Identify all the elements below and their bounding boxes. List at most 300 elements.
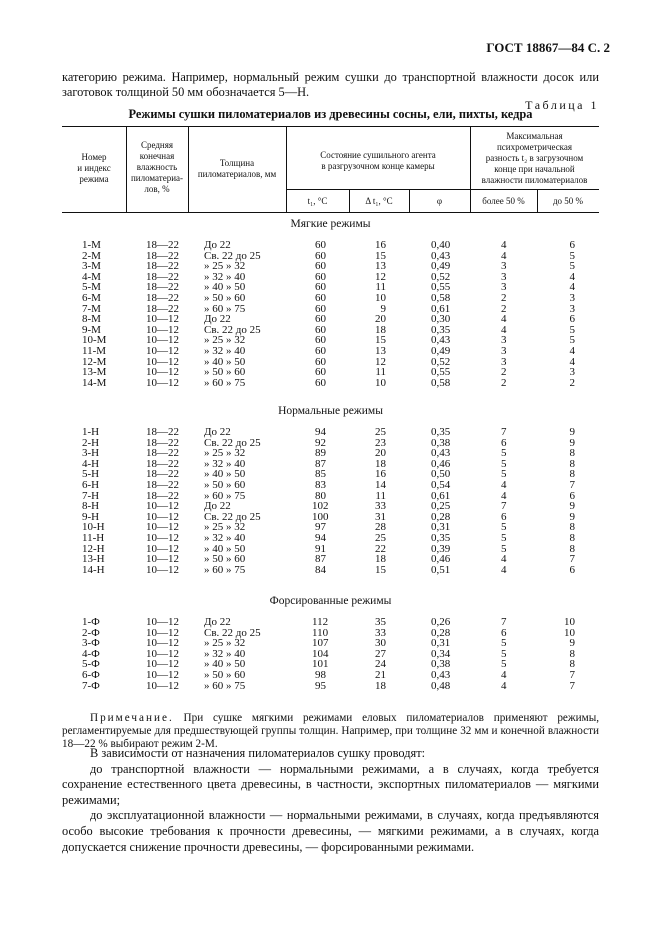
thickness: » 32 » 40 <box>204 647 246 660</box>
regime-index: 5-Н <box>82 468 100 481</box>
diff-upto-50: 9 <box>569 510 575 523</box>
thickness: До 22 <box>204 239 231 251</box>
diff-upto-50: 4 <box>569 270 575 283</box>
diff-upto-50: 6 <box>569 239 575 251</box>
dt-value: 11 <box>375 281 386 294</box>
table-row <box>0 533 661 544</box>
phi-value: 0,28 <box>431 626 451 639</box>
thickness: » 25 » 32 <box>204 447 246 460</box>
phi-value: 0,48 <box>431 679 451 692</box>
phi-value: 0,43 <box>431 669 451 681</box>
diff-upto-50: 6 <box>569 563 575 576</box>
t1-value: 94 <box>315 532 326 544</box>
t1-value: 60 <box>315 323 326 336</box>
diff-upto-50: 3 <box>569 292 575 304</box>
phi-value: 0,46 <box>431 553 451 566</box>
phi-value: 0,61 <box>431 302 451 315</box>
dt-value: 9 <box>380 302 386 315</box>
dt-value: 18 <box>375 457 386 470</box>
dt-value: 30 <box>375 637 386 650</box>
diff-upto-50: 4 <box>569 345 575 357</box>
thickness: До 22 <box>204 500 231 513</box>
section-title-normal: Нормальные режимы <box>278 405 383 417</box>
diff-over-50: 4 <box>501 563 507 576</box>
diff-over-50: 4 <box>501 479 507 491</box>
phi-value: 0,31 <box>431 637 451 650</box>
final-humidity: 18—22 <box>146 270 179 283</box>
regime-index: 3-Н <box>82 447 100 460</box>
thickness: » 50 » 60 <box>204 553 246 566</box>
final-humidity: 18—22 <box>146 457 179 470</box>
final-humidity: 10—12 <box>146 553 179 566</box>
dt-value: 25 <box>375 532 386 544</box>
regime-index: 2-Ф <box>82 626 100 639</box>
regime-index: 8-М <box>82 313 101 326</box>
diff-over-50: 4 <box>501 323 507 336</box>
dt-value: 18 <box>375 323 386 336</box>
diff-over-50: 3 <box>501 334 507 347</box>
table-row <box>0 681 661 692</box>
phi-value: 0,28 <box>431 510 451 523</box>
final-humidity: 18—22 <box>146 292 179 304</box>
final-humidity: 10—12 <box>146 521 179 534</box>
phi-value: 0,51 <box>431 563 451 576</box>
diff-upto-50: 2 <box>569 376 575 389</box>
final-humidity: 10—12 <box>146 637 179 650</box>
diff-upto-50: 8 <box>569 447 575 460</box>
t1-value: 107 <box>312 637 329 650</box>
thickness: » 60 » 75 <box>204 679 246 692</box>
dt-value: 11 <box>375 366 386 379</box>
dt-value: 31 <box>375 510 386 523</box>
diff-over-50: 5 <box>501 521 507 534</box>
thickness: » 60 » 75 <box>204 302 246 315</box>
dt-value: 18 <box>375 679 386 692</box>
diff-upto-50: 5 <box>569 334 575 347</box>
diff-over-50: 2 <box>501 302 507 315</box>
phi-value: 0,34 <box>431 647 451 660</box>
diff-over-50: 4 <box>501 679 507 692</box>
intro-line-1: категорию режима. Например, нормальный режим сушки до транспортной влажности досок или <box>62 70 599 84</box>
diff-over-50: 3 <box>501 281 507 294</box>
regime-index: 1-М <box>82 239 101 251</box>
table-row <box>0 469 661 480</box>
t1-value: 95 <box>315 679 326 692</box>
dt-value: 15 <box>375 249 386 262</box>
final-humidity: 10—12 <box>146 510 179 523</box>
table-sub-header-rule <box>286 189 599 190</box>
thickness: До 22 <box>204 616 231 628</box>
thickness: » 60 » 75 <box>204 489 246 502</box>
final-humidity: 10—12 <box>146 616 179 628</box>
diff-upto-50: 8 <box>569 647 575 660</box>
thickness: » 25 » 32 <box>204 521 246 534</box>
t1-value: 97 <box>315 521 326 534</box>
diff-over-50: 4 <box>501 553 507 566</box>
diff-upto-50: 4 <box>569 281 575 294</box>
phi-value: 0,38 <box>431 658 451 671</box>
t1-value: 84 <box>315 563 326 576</box>
intro-line-2: заготовок толщиной 50 мм обозначается 5—Н. <box>62 84 310 99</box>
thickness: » 25 » 32 <box>204 334 246 347</box>
dt-value: 21 <box>375 669 386 681</box>
t1-value: 87 <box>315 457 326 470</box>
diff-upto-50: 8 <box>569 658 575 671</box>
regime-index: 7-Ф <box>82 679 100 692</box>
diff-over-50: 5 <box>501 542 507 555</box>
final-humidity: 10—12 <box>146 563 179 576</box>
dt-value: 24 <box>375 658 386 671</box>
diff-over-50: 3 <box>501 355 507 368</box>
final-humidity: 10—12 <box>146 313 179 326</box>
t1-value: 101 <box>312 658 329 671</box>
t1-value: 60 <box>315 366 326 379</box>
diff-upto-50: 9 <box>569 500 575 513</box>
phi-value: 0,46 <box>431 457 451 470</box>
final-humidity: 10—12 <box>146 658 179 671</box>
final-humidity: 10—12 <box>146 626 179 639</box>
dt-value: 20 <box>375 447 386 460</box>
thickness: » 40 » 50 <box>204 355 246 368</box>
thickness: » 25 » 32 <box>204 637 246 650</box>
thickness: До 22 <box>204 313 231 326</box>
diff-over-50: 6 <box>501 626 507 639</box>
header-phi: φ <box>436 196 443 206</box>
table-row <box>0 240 661 251</box>
t1-value: 102 <box>312 500 329 513</box>
header-thickness: Толщина пиломатериалов, мм <box>197 158 277 179</box>
t1-value: 100 <box>312 510 329 523</box>
final-humidity: 10—12 <box>146 323 179 336</box>
regime-index: 13-Н <box>82 553 105 566</box>
phi-value: 0,49 <box>431 345 451 357</box>
regime-index: 14-Н <box>82 563 105 576</box>
dt-value: 18 <box>375 553 386 566</box>
phi-value: 0,58 <box>431 376 451 389</box>
table-row <box>0 427 661 438</box>
phi-value: 0,58 <box>431 292 451 304</box>
dt-value: 14 <box>375 479 386 491</box>
paragraph-2: до транспортной влажности — нормальными режимами, а в случаях, когда требуется сохранение естественного цвета древесины, в частности, экспортных пиломатериалов — мягкими режимами; <box>62 761 599 807</box>
t1-value: 60 <box>315 376 326 389</box>
diff-upto-50: 7 <box>569 679 575 692</box>
phi-value: 0,43 <box>431 334 451 347</box>
regime-index: 14-М <box>82 376 107 389</box>
dt-value: 16 <box>375 239 386 251</box>
t1-value: 83 <box>315 479 326 491</box>
final-humidity: 10—12 <box>146 669 179 681</box>
phi-value: 0,25 <box>431 500 451 513</box>
regime-index: 13-М <box>82 366 107 379</box>
dt-value: 25 <box>375 426 386 438</box>
regime-index: 6-Ф <box>82 669 100 681</box>
section-title-forced: Форсированные режимы <box>269 595 392 607</box>
final-humidity: 10—12 <box>146 366 179 379</box>
phi-value: 0,43 <box>431 249 451 262</box>
diff-over-50: 3 <box>501 270 507 283</box>
thickness: » 25 » 32 <box>204 260 246 273</box>
dt-value: 20 <box>375 313 386 326</box>
dt-value: 12 <box>375 355 386 368</box>
section-title-soft: Мягкие режимы <box>290 218 371 230</box>
phi-value: 0,55 <box>431 366 451 379</box>
table-row <box>0 670 661 681</box>
final-humidity: 10—12 <box>146 532 179 544</box>
thickness: » 40 » 50 <box>204 658 246 671</box>
diff-over-50: 5 <box>501 658 507 671</box>
t1-value: 89 <box>315 447 326 460</box>
final-humidity: 18—22 <box>146 479 179 491</box>
thickness: Св. 22 до 25 <box>204 249 261 262</box>
final-humidity: 18—22 <box>146 468 179 481</box>
regime-index: 6-Н <box>82 479 100 491</box>
regime-index: 4-М <box>82 270 101 283</box>
diff-upto-50: 8 <box>569 468 575 481</box>
final-humidity: 18—22 <box>146 239 179 251</box>
table-row <box>0 346 661 357</box>
regime-index: 12-Н <box>82 542 105 555</box>
thickness: » 32 » 40 <box>204 345 246 357</box>
final-humidity: 18—22 <box>146 489 179 502</box>
thickness: Св. 22 до 25 <box>204 626 261 639</box>
phi-value: 0,49 <box>431 260 451 273</box>
t1-value: 94 <box>315 426 326 438</box>
diff-upto-50: 6 <box>569 489 575 502</box>
phi-value: 0,31 <box>431 521 451 534</box>
diff-over-50: 5 <box>501 447 507 460</box>
note-text: При сушке мягкими режимами еловых пиломатериалов применяют режимы, регламентируемые для предшествующей группы толщин. Например, при толщине 32 мм и конечной влажности 18—22 % выбирают режим 2-М. <box>62 712 600 750</box>
diff-over-50: 2 <box>501 376 507 389</box>
diff-upto-50: 3 <box>569 366 575 379</box>
dt-value: 13 <box>375 345 386 357</box>
thickness: » 50 » 60 <box>204 479 246 491</box>
table-row <box>0 448 661 459</box>
diff-upto-50: 10 <box>564 616 575 628</box>
note-prefix: Примечание. <box>90 712 174 724</box>
header-index: Номер и индекс режима <box>77 152 111 184</box>
dt-value: 27 <box>375 647 386 660</box>
header-over-50: более 50 % <box>482 196 525 206</box>
header-humidity: Средняя конечная влажность пиломатериа- лов, % <box>130 140 184 194</box>
regime-index: 1-Ф <box>82 616 100 628</box>
regime-index: 4-Ф <box>82 647 100 660</box>
t1-value: 60 <box>315 249 326 262</box>
t1-value: 110 <box>312 626 329 639</box>
table-row <box>0 501 661 512</box>
dt-value: 13 <box>375 260 386 273</box>
table-row <box>0 293 661 304</box>
t1-value: 87 <box>315 553 326 566</box>
thickness: До 22 <box>204 426 231 438</box>
thickness: Св. 22 до 25 <box>204 510 261 523</box>
phi-value: 0,43 <box>431 447 451 460</box>
phi-value: 0,55 <box>431 281 451 294</box>
regime-index: 10-Н <box>82 521 105 534</box>
diff-over-50: 4 <box>501 489 507 502</box>
diff-upto-50: 5 <box>569 323 575 336</box>
thickness: » 40 » 50 <box>204 468 246 481</box>
t1-value: 60 <box>315 334 326 347</box>
table-row <box>0 491 661 502</box>
page-header: ГОСТ 18867—84 С. 2 <box>486 40 610 55</box>
thickness: » 32 » 40 <box>204 457 246 470</box>
phi-value: 0,40 <box>431 239 451 251</box>
thickness: » 60 » 75 <box>204 376 246 389</box>
phi-value: 0,38 <box>431 436 451 449</box>
phi-value: 0,52 <box>431 270 451 283</box>
thickness: » 32 » 40 <box>204 532 246 544</box>
phi-value: 0,50 <box>431 468 451 481</box>
final-humidity: 10—12 <box>146 345 179 357</box>
diff-over-50: 2 <box>501 366 507 379</box>
thickness: Св. 22 до 25 <box>204 436 261 449</box>
regime-index: 7-Н <box>82 489 100 502</box>
header-agent: Состояние сушильного агента в разгрузочном конце камеры <box>320 150 436 171</box>
dt-value: 15 <box>375 563 386 576</box>
dt-value: 12 <box>375 270 386 283</box>
thickness: » 32 » 40 <box>204 270 246 283</box>
regime-index: 1-Н <box>82 426 100 438</box>
thickness: » 50 » 60 <box>204 669 246 681</box>
t1-value: 60 <box>315 355 326 368</box>
diff-upto-50: 9 <box>569 637 575 650</box>
diff-over-50: 4 <box>501 249 507 262</box>
header-difference: Максимальная психрометрическая разность t₂ в загрузочном конце при начальной влажности пиломатериалов <box>481 131 588 185</box>
t1-value: 85 <box>315 468 326 481</box>
t1-value: 98 <box>315 669 326 681</box>
phi-value: 0,35 <box>431 532 451 544</box>
thickness: » 40 » 50 <box>204 542 246 555</box>
final-humidity: 10—12 <box>146 500 179 513</box>
diff-over-50: 4 <box>501 313 507 326</box>
t1-value: 92 <box>315 436 326 449</box>
diff-upto-50: 7 <box>569 479 575 491</box>
diff-upto-50: 3 <box>569 302 575 315</box>
dt-value: 10 <box>375 376 386 389</box>
dt-value: 11 <box>375 489 386 502</box>
diff-over-50: 4 <box>501 669 507 681</box>
t1-value: 60 <box>315 260 326 273</box>
table-row <box>0 459 661 470</box>
diff-upto-50: 4 <box>569 355 575 368</box>
diff-over-50: 6 <box>501 436 507 449</box>
regime-index: 5-Ф <box>82 658 100 671</box>
t1-value: 60 <box>315 239 326 251</box>
final-humidity: 18—22 <box>146 447 179 460</box>
diff-upto-50: 8 <box>569 532 575 544</box>
intro-text <box>62 70 599 99</box>
regime-index: 9-Н <box>82 510 100 523</box>
final-humidity: 18—22 <box>146 426 179 438</box>
phi-value: 0,61 <box>431 489 451 502</box>
diff-upto-50: 5 <box>569 260 575 273</box>
thickness: Св. 22 до 25 <box>204 323 261 336</box>
regime-index: 3-Ф <box>82 637 100 650</box>
thickness: » 50 » 60 <box>204 292 246 304</box>
final-humidity: 18—22 <box>146 436 179 449</box>
table-row <box>0 565 661 576</box>
diff-upto-50: 6 <box>569 313 575 326</box>
regime-index: 4-Н <box>82 457 100 470</box>
regime-index: 9-М <box>82 323 101 336</box>
paragraph-3: до эксплуатационной влажности — нормальными режимами, в случаях, когда предъявляются особо высокие требования к прочности древесины, — мягкими режимами, а в случаях, когда допускается снижение прочности древесины, — форсированными режимами. <box>62 808 599 854</box>
header-dt: Δ t₁, °C <box>365 196 393 206</box>
diff-over-50: 4 <box>501 239 507 251</box>
regime-index: 6-М <box>82 292 101 304</box>
table-label: Таблица 1 <box>525 98 599 112</box>
t1-value: 60 <box>315 345 326 357</box>
t1-value: 60 <box>315 302 326 315</box>
diff-over-50: 5 <box>501 637 507 650</box>
thickness: » 60 » 75 <box>204 563 246 576</box>
phi-value: 0,52 <box>431 355 451 368</box>
diff-upto-50: 8 <box>569 542 575 555</box>
regime-index: 5-М <box>82 281 101 294</box>
dt-value: 28 <box>375 521 386 534</box>
header-upto-50: до 50 % <box>552 196 584 206</box>
table-row <box>0 617 661 628</box>
t1-value: 104 <box>312 647 329 660</box>
table-title: Режимы сушки пиломатериалов из древесины сосны, ели, пихты, кедра <box>128 107 533 121</box>
table-top-rule <box>62 126 599 127</box>
t1-value: 80 <box>315 489 326 502</box>
dt-value: 35 <box>375 616 386 628</box>
t1-value: 60 <box>315 313 326 326</box>
dt-value: 22 <box>375 542 386 555</box>
diff-upto-50: 8 <box>569 457 575 470</box>
dt-value: 23 <box>375 436 386 449</box>
phi-value: 0,35 <box>431 323 451 336</box>
diff-over-50: 2 <box>501 292 507 304</box>
diff-upto-50: 10 <box>564 626 575 639</box>
regime-index: 2-М <box>82 249 101 262</box>
t1-value: 91 <box>315 542 326 555</box>
diff-over-50: 3 <box>501 345 507 357</box>
dt-value: 16 <box>375 468 386 481</box>
final-humidity: 10—12 <box>146 679 179 692</box>
regime-index: 7-М <box>82 302 101 315</box>
phi-value: 0,26 <box>431 616 451 628</box>
final-humidity: 18—22 <box>146 249 179 262</box>
diff-upto-50: 9 <box>569 426 575 438</box>
regime-index: 8-Н <box>82 500 100 513</box>
diff-over-50: 3 <box>501 260 507 273</box>
diff-over-50: 7 <box>501 616 507 628</box>
final-humidity: 18—22 <box>146 302 179 315</box>
diff-upto-50: 7 <box>569 669 575 681</box>
dt-value: 33 <box>375 500 386 513</box>
regime-index: 11-М <box>82 345 107 357</box>
final-humidity: 10—12 <box>146 542 179 555</box>
phi-value: 0,39 <box>431 542 451 555</box>
diff-over-50: 7 <box>501 426 507 438</box>
phi-value: 0,35 <box>431 426 451 438</box>
regime-index: 11-Н <box>82 532 105 544</box>
regime-index: 12-М <box>82 355 107 368</box>
dt-value: 33 <box>375 626 386 639</box>
diff-upto-50: 7 <box>569 553 575 566</box>
table-row <box>0 438 661 449</box>
table-row <box>0 378 661 389</box>
regime-index: 2-Н <box>82 436 100 449</box>
final-humidity: 18—22 <box>146 281 179 294</box>
thickness: » 50 » 60 <box>204 366 246 379</box>
regime-index: 10-М <box>82 334 107 347</box>
dt-value: 10 <box>375 292 386 304</box>
dt-value: 15 <box>375 334 386 347</box>
table-header-rule <box>62 212 599 213</box>
body-text <box>62 746 599 855</box>
